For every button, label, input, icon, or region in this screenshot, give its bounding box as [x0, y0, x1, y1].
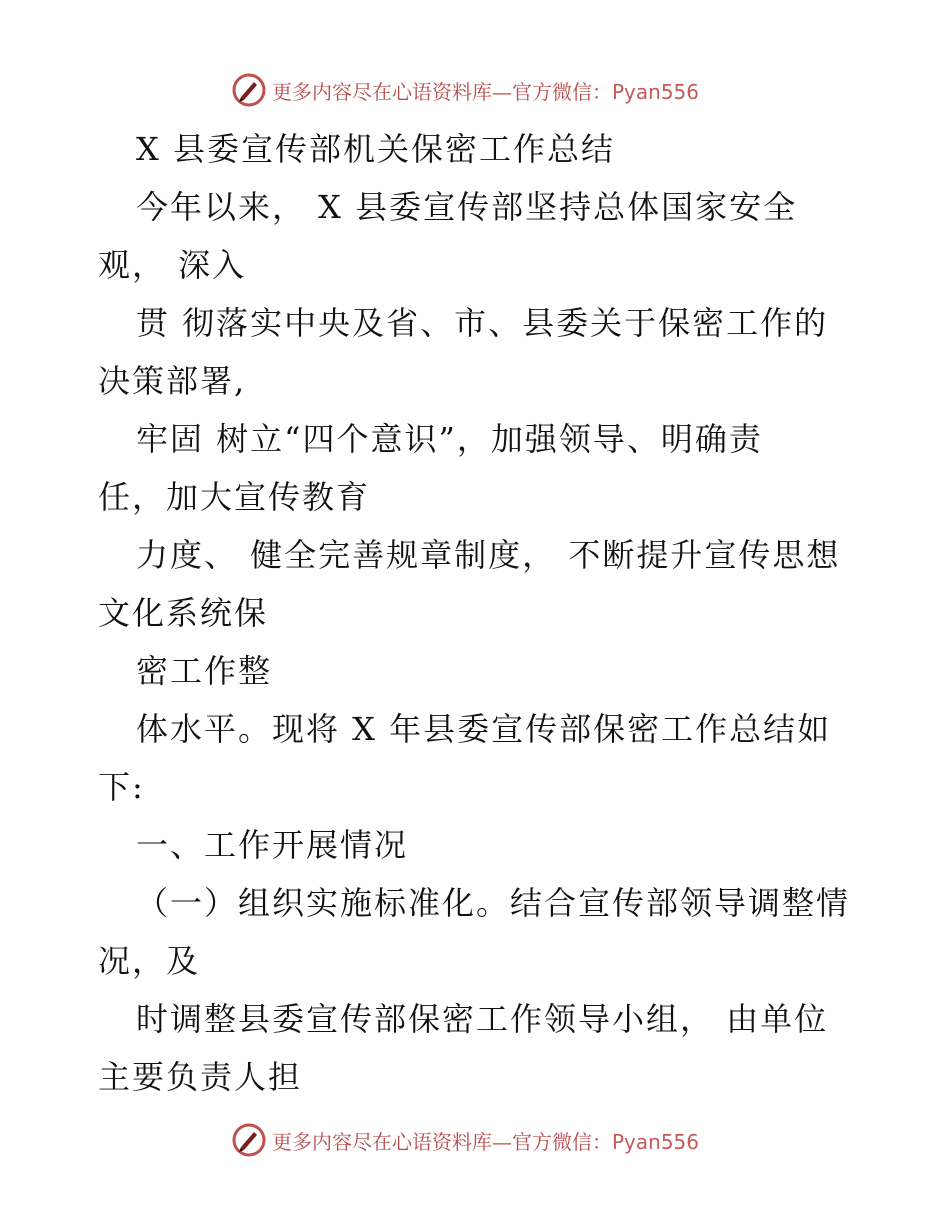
document-body	[98, 120, 858, 1106]
text-line: 牢固 树立“四个意识”，加强领导、明确责	[136, 420, 763, 458]
text-line: （一）组织实施标准化。结合宣传部领导调整情	[136, 884, 851, 922]
text-line: 贯 彻落实中央及省、市、县委关于保密工作的	[136, 304, 829, 342]
watermark-text: 更多内容尽在心语资料库—官方微信：Pyan556	[272, 79, 700, 104]
text-line: 密工作整	[136, 652, 273, 690]
pen-logo-icon	[232, 73, 266, 107]
text-line: 力度、 健全完善规章制度， 不断提升宣传思想	[136, 536, 841, 574]
text-line: X 县委宣传部机关保密工作总结	[136, 130, 615, 168]
text-line: 决策部署,	[98, 362, 247, 400]
text-line: 观， 深入	[98, 246, 247, 284]
text-line: 时调整县委宣传部保密工作领导小组， 由单位	[136, 1000, 829, 1038]
text-line: 文化系统保	[98, 594, 269, 632]
watermark-footer	[232, 1122, 699, 1158]
watermark-text: 更多内容尽在心语资料库—官方微信：Pyan556	[272, 1129, 700, 1154]
text-line: 下:	[98, 768, 145, 806]
text-line: 体水平。现将 X 年县委宣传部保密工作总结如	[136, 710, 832, 748]
text-line: 任，加大宣传教育	[98, 478, 371, 516]
text-line: 一、工作开展情况	[136, 826, 409, 864]
pen-logo-icon	[232, 1123, 266, 1157]
text-line: 况，及	[98, 942, 201, 980]
text-line: 主要负责人担	[98, 1058, 303, 1096]
text-line: 今年以来， X 县委宣传部坚持总体国家安全	[136, 188, 798, 226]
watermark-header	[232, 72, 699, 108]
